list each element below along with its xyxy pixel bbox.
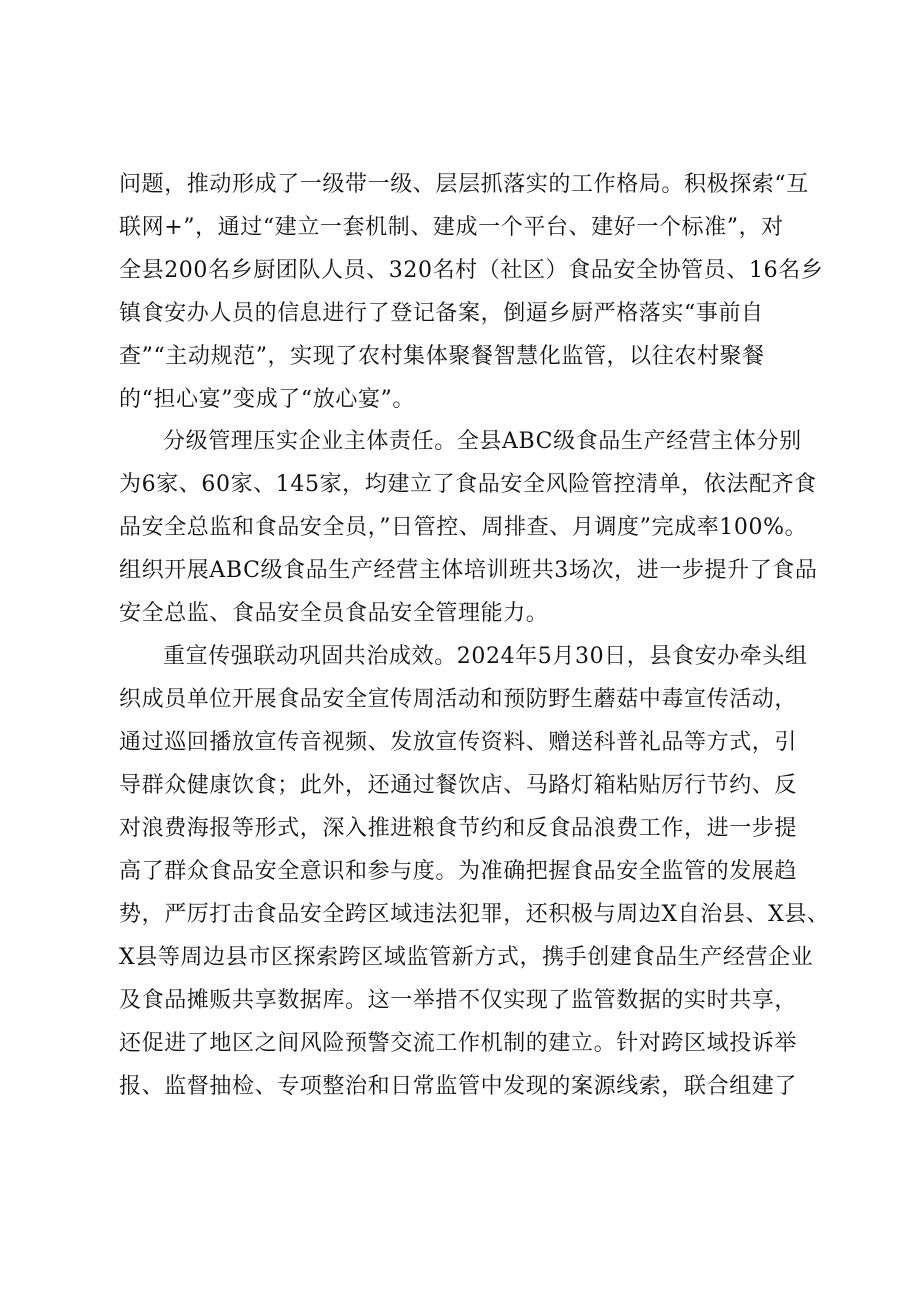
text-line: 及食品摊贩共享数据库。这一举措不仅实现了监管数据的实时共享， <box>119 988 798 1013</box>
text-line: 势，严厉打击食品安全跨区域违法犯罪，还积极与周边X自治县、X县、 <box>119 902 830 927</box>
text-line: X县等周边县市区探索跨区域监管新方式，携手创建食品生产经营企业 <box>119 945 814 970</box>
text-line: 对浪费海报等形式，深入推进粮食节约和反食品浪费工作，进一步提 <box>119 816 798 841</box>
text-line: 的“担心宴”变成了“放心宴”。 <box>119 387 415 412</box>
text-line: 安全总监、食品安全员食品安全管理能力。 <box>119 601 549 626</box>
text-line: 全县200名乡厨团队人员、320名村（社区）食品安全协管员、16名乡 <box>119 258 824 283</box>
paragraph-heading-line: 重宣传强联动巩固共治成效。2024年5月30日，县食安办牵头组 <box>163 644 808 669</box>
text-line: 通过巡回播放宣传音视频、发放宣传资料、赠送科普礼品等方式，引 <box>119 730 798 755</box>
text-line: 镇食安办人员的信息进行了登记备案，倒逼乡厨严格落实“事前自 <box>119 301 764 326</box>
text-line: 联网+”，通过“建立一套机制、建成一个平台、建好一个标准”，对 <box>119 215 784 240</box>
paragraph-heading-line: 分级管理压实企业主体责任。全县ABC级食品生产经营主体分别 <box>163 429 802 454</box>
text-line: 品安全总监和食品安全员，”日管控、周排查、月调度”完成率100%。 <box>119 515 808 540</box>
text-line: 为6家、60家、145家，均建立了食品安全风险管控清单，依法配齐食 <box>119 472 817 497</box>
text-line: 高了群众食品安全意识和参与度。为准确把握食品安全监管的发展趋 <box>119 859 798 884</box>
text-line: 查”“主动规范”，实现了农村集体聚餐智慧化监管，以往农村聚餐 <box>119 344 765 369</box>
text-line: 问题，推动形成了一级带一级、层层抓落实的工作格局。积极探索“互 <box>119 172 809 197</box>
text-line: 还促进了地区之间风险预警交流工作机制的建立。针对跨区域投诉举 <box>119 1031 798 1056</box>
text-line: 报、监督抽检、专项整治和日常监管中发现的案源线索，联合组建了 <box>119 1074 798 1099</box>
text-line: 织成员单位开展食品安全宣传周活动和预防野生蘑菇中毒宣传活动， <box>119 687 798 712</box>
text-line: 导群众健康饮食；此外，还通过餐饮店、马路灯箱粘贴厉行节约、反 <box>119 773 798 798</box>
text-line: 组织开展ABC级食品生产经营主体培训班共3场次，进一步提升了食品 <box>119 558 818 583</box>
